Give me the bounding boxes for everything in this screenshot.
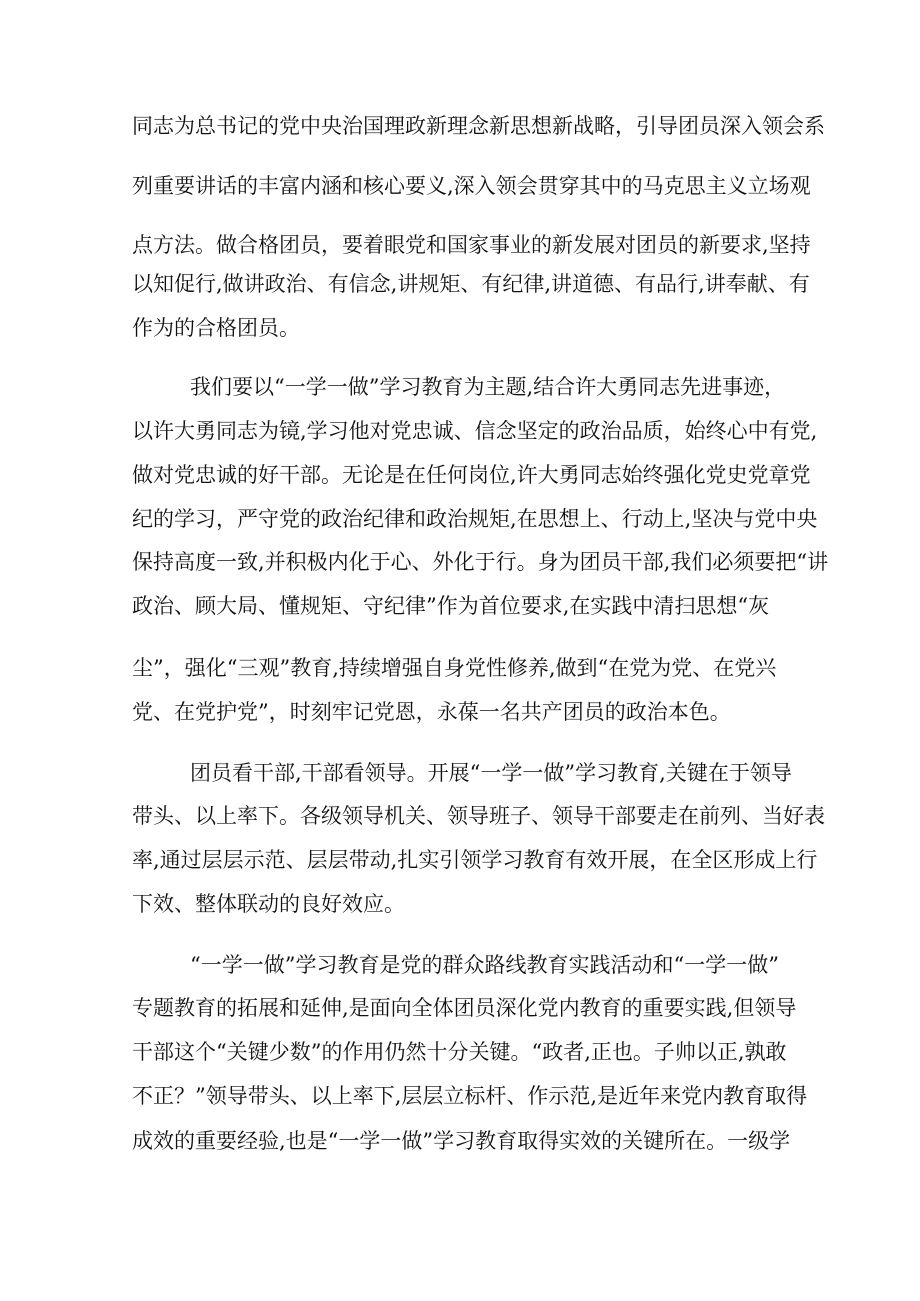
paragraph-line: 党、在党护党”，时刻牢记党恩，永葆一名共产团员的政治本色。 [132, 700, 731, 724]
paragraph-line: 团员看干部,干部看领导。开展“一学一做”学习教育,关键在于领导 [190, 761, 792, 785]
paragraph-line: 成效的重要经验,也是“一学一做”学习教育取得实效的关键所在。一级学 [132, 1129, 791, 1153]
paragraph-line: 同志为总书记的党中央治国理政新理念新思想新战略，引导团员深入领会系 [132, 114, 825, 138]
paragraph-line: 以知促行,做讲政治、有信念,讲规矩、有纪律,讲道德、有品行,讲奉献、有 [132, 272, 810, 296]
paragraph-line: 作为的合格团员。 [132, 316, 300, 340]
paragraph-line: 政治、顾大局、懂规矩、守纪律”作为首位要求,在实践中清扫思想“灰 [132, 594, 770, 618]
paragraph-line: 以许大勇同志为镜,学习他对党忠诚、信念坚定的政治品质，始终心中有党, [132, 419, 818, 443]
paragraph-line: 做对党忠诚的好干部。无论是在任何岗位,许大勇同志始终强化党史党章党 [132, 463, 811, 487]
paragraph-line: 点方法。做合格团员，要着眼党和国家事业的新发展对团员的新要求,坚持 [132, 233, 811, 257]
paragraph-line: 列重要讲话的丰富内涵和核心要义,深入领会贯穿其中的马克思主义立场观 [132, 174, 811, 198]
paragraph-line: 纪的学习，严守党的政治纪律和政治规矩,在思想上、行动上,坚决与党中央 [132, 507, 818, 531]
paragraph-line: 我们要以“一学一做”学习教育为主题,结合许大勇同志先进事迹， [190, 375, 786, 399]
paragraph-line: 干部这个“关键少数”的作用仍然十分关键。“政者,正也。子帅以正,孰敢 [132, 1040, 787, 1064]
paragraph-line: 不正？”领导带头、以上率下,层层立标杆、作示范,是近年来党内教育取得 [132, 1084, 808, 1108]
paragraph-line: 专题教育的拓展和延伸,是面向全体团员深化党内教育的重要实践,但领导 [132, 996, 797, 1020]
paragraph-line: 率,通过层层示范、层层带动,扎实引领学习教育有效开展，在全区形成上行 [132, 848, 818, 872]
paragraph-line: 下效、整体联动的良好效应。 [132, 892, 405, 916]
paragraph-line: 带头、以上率下。各级领导机关、领导班子、领导干部要走在前列、当好表 [132, 804, 825, 828]
paragraph-line: “一学一做”学习教育是党的群众路线教育实践活动和“一学一做” [190, 953, 779, 977]
paragraph-line: 尘”，强化“三观”教育,持续增强自身党性修养,做到“在党为党、在党兴 [132, 656, 777, 680]
paragraph-line: 保持高度一致,并积极内化于心、外化于行。身为团员干部,我们必须要把“讲 [132, 550, 829, 574]
